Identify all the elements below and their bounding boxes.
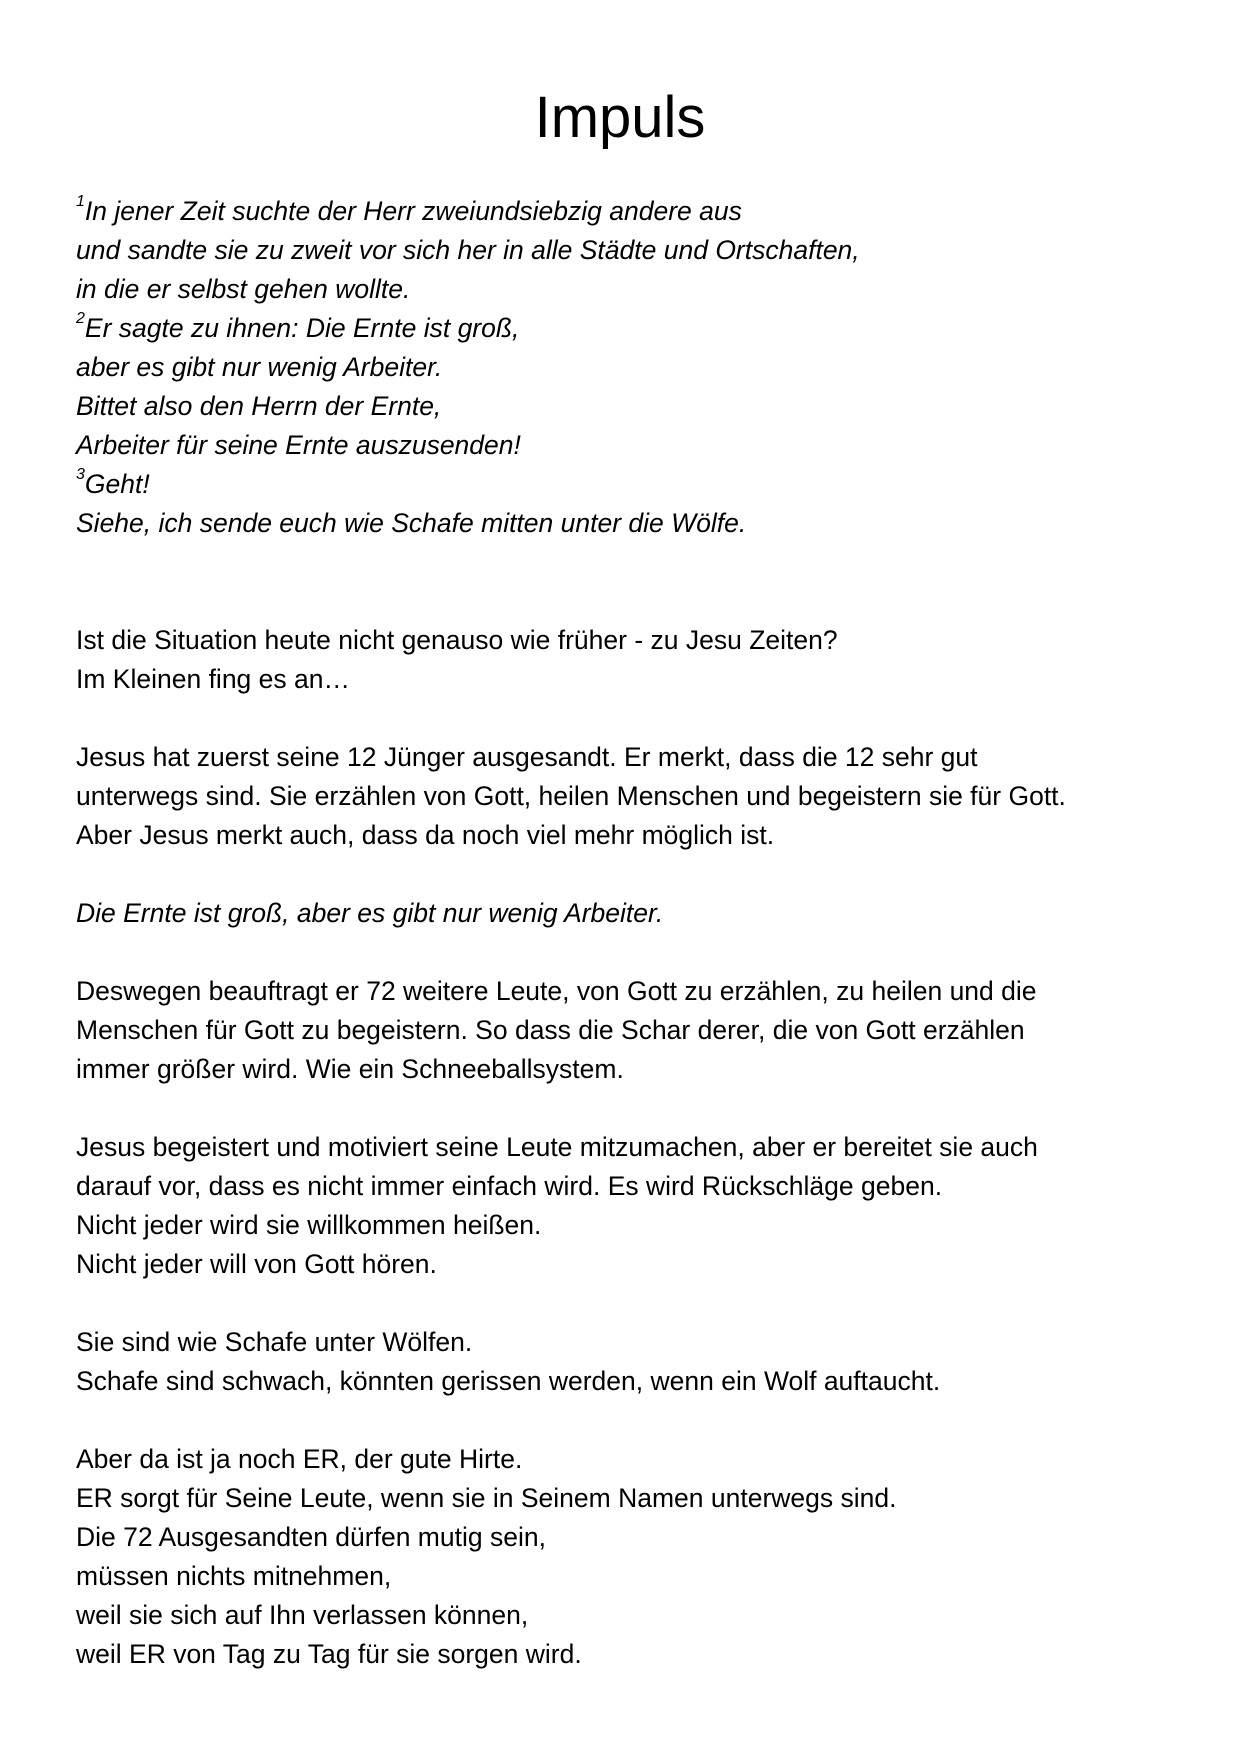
- paragraph-spacer: [76, 1284, 1186, 1323]
- paragraph: [76, 1323, 1186, 1401]
- scripture-text: Geht!: [84, 469, 150, 499]
- section-spacer: [76, 543, 1186, 621]
- verse-number: 3: [76, 466, 85, 484]
- paragraph-line: Nicht jeder will von Gott hören.: [76, 1249, 437, 1279]
- scripture-text: in die er selbst gehen wollte.: [76, 274, 411, 304]
- verse-number: 2: [76, 310, 85, 328]
- scripture-line: [76, 387, 1186, 426]
- paragraph-line: Die 72 Ausgesandten dürfen mutig sein,: [76, 1522, 546, 1552]
- scripture-line: [76, 426, 1186, 465]
- paragraph-line: darauf vor, dass es nicht immer einfach wird. Es wird Rückschläge geben.: [76, 1171, 943, 1201]
- scripture-text: Siehe, ich sende euch wie Schafe mitten unter die Wölfe.: [76, 508, 747, 538]
- scripture-text: In jener Zeit suchte der Herr zweiundsiebzig andere aus: [84, 196, 742, 226]
- paragraph-line: unterwegs sind. Sie erzählen von Gott, heilen Menschen und begeistern sie für Gott.: [76, 781, 1066, 811]
- scripture-line: [76, 270, 1186, 309]
- paragraph: [76, 738, 1186, 855]
- paragraph-line: Aber Jesus merkt auch, dass da noch viel mehr möglich ist.: [76, 820, 775, 850]
- paragraph-line: Aber da ist ja noch ER, der gute Hirte.: [76, 1444, 523, 1474]
- verse-number: 1: [76, 193, 85, 211]
- scripture-text: Bittet also den Herrn der Ernte,: [76, 391, 442, 421]
- scripture-text: Er sagte zu ihnen: Die Ernte ist groß,: [84, 313, 520, 343]
- scripture-line: [76, 309, 1186, 348]
- paragraph-line: weil ER von Tag zu Tag für sie sorgen wird.: [76, 1639, 582, 1669]
- paragraph-spacer: [76, 699, 1186, 738]
- paragraph-line: Deswegen beauftragt er 72 weitere Leute, von Gott zu erzählen, zu heilen und die: [76, 976, 1037, 1006]
- paragraph-line: immer größer wird. Wie ein Schneeballsystem.: [76, 1054, 624, 1084]
- scripture-line: [76, 348, 1186, 387]
- scripture-line: [76, 504, 1186, 543]
- paragraph-line: Nicht jeder wird sie willkommen heißen.: [76, 1210, 542, 1240]
- paragraph-line: Jesus begeistert und motiviert seine Leute mitzumachen, aber er bereitet sie auch: [76, 1132, 1038, 1162]
- paragraph-line: Im Kleinen fing es an…: [76, 664, 350, 694]
- document-body: [76, 192, 1186, 1674]
- paragraph-line: müssen nichts mitnehmen,: [76, 1561, 392, 1591]
- paragraph-line: Ist die Situation heute nicht genauso wie früher - zu Jesu Zeiten?: [76, 625, 838, 655]
- paragraph-spacer: [76, 1089, 1186, 1128]
- paragraph: [76, 1128, 1186, 1284]
- paragraph-line: Jesus hat zuerst seine 12 Jünger ausgesandt. Er merkt, dass die 12 sehr gut: [76, 742, 978, 772]
- paragraph-line: ER sorgt für Seine Leute, wenn sie in Seinem Namen unterwegs sind.: [76, 1483, 897, 1513]
- paragraph-line: weil sie sich auf Ihn verlassen können,: [76, 1600, 529, 1630]
- paragraph-spacer: [76, 933, 1186, 972]
- paragraph-line: Die Ernte ist groß, aber es gibt nur wenig Arbeiter.: [76, 898, 664, 928]
- scripture-line: [76, 192, 1186, 231]
- page-title: Impuls: [534, 85, 706, 150]
- paragraph: [76, 972, 1186, 1089]
- paragraph-spacer: [76, 1401, 1186, 1440]
- paragraph-line: Sie sind wie Schafe unter Wölfen.: [76, 1327, 473, 1357]
- scripture-passage: [76, 192, 1186, 543]
- scripture-text: aber es gibt nur wenig Arbeiter.: [76, 352, 443, 382]
- scripture-text: und sandte sie zu zweit vor sich her in alle Städte und Ortschaften,: [76, 235, 860, 265]
- paragraph-line: Menschen für Gott zu begeistern. So dass die Schar derer, die von Gott erzählen: [76, 1015, 1025, 1045]
- paragraph-spacer: [76, 855, 1186, 894]
- scripture-text: Arbeiter für seine Ernte auszusenden!: [76, 430, 521, 460]
- paragraph: [76, 1440, 1186, 1674]
- paragraph-line: Schafe sind schwach, könnten gerissen werden, wenn ein Wolf auftaucht.: [76, 1366, 941, 1396]
- scripture-line: [76, 231, 1186, 270]
- quote-paragraph: [76, 894, 1186, 933]
- paragraph: [76, 621, 1186, 699]
- reflection-text: [76, 621, 1186, 1674]
- scripture-line: [76, 465, 1186, 504]
